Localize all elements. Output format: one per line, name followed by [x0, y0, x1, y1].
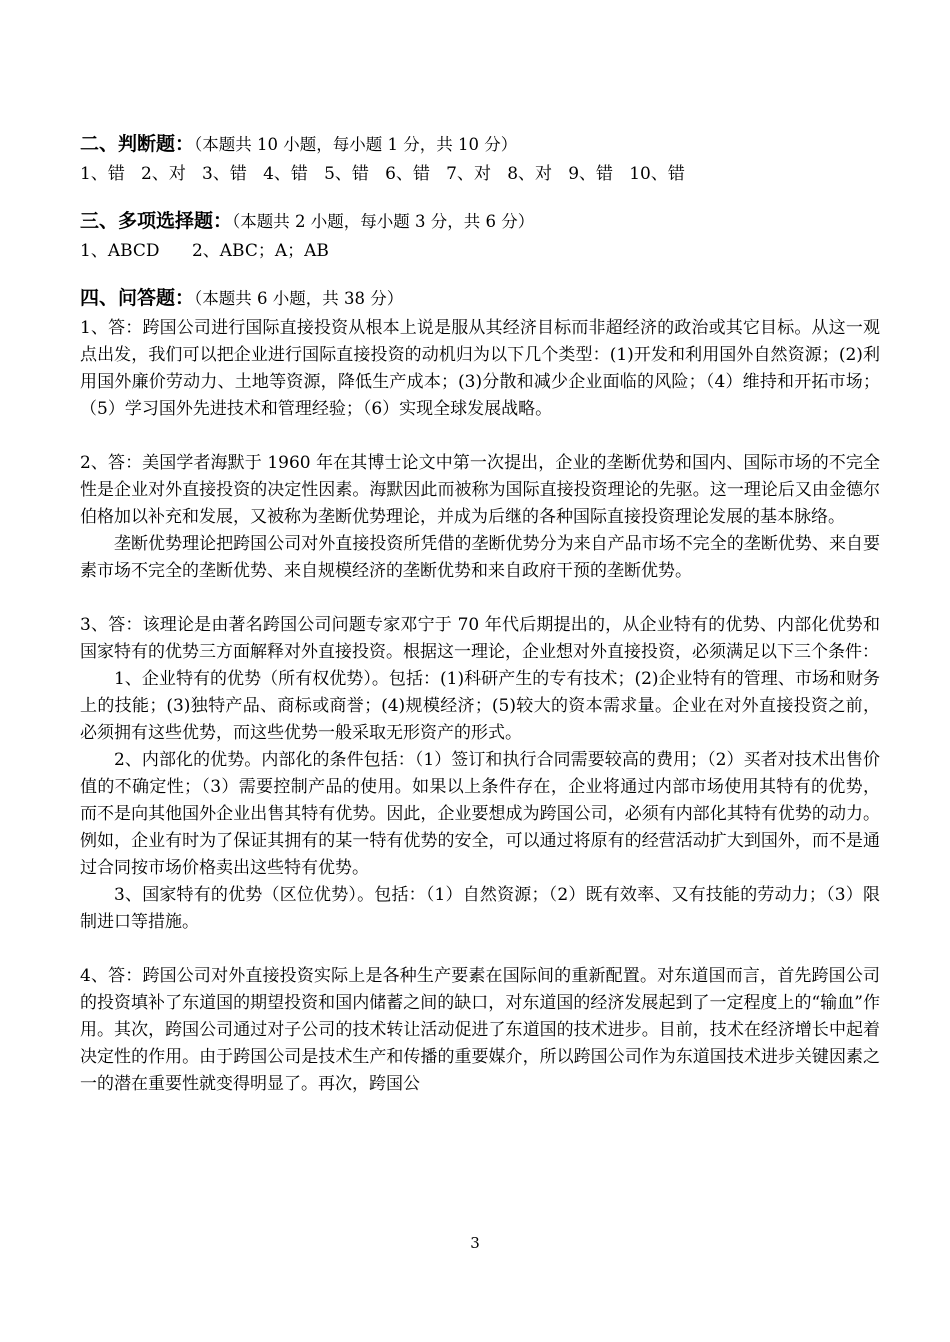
answer-2: 2、答：美国学者海默于 1960 年在其博士论文中第一次提出，企业的垄断优势和国内、国际市场的不完全性是企业对外直接投资的决定性因素。海默因此而被称为国际直接投资理论的先驱。这一理论后又由金德尔伯格加以补充和发展，又被称为垄断优势理论，并成为后继的各种国际直接投资理论发展的基本脉络。 [80, 453, 880, 527]
judge-section [80, 127, 880, 188]
multi-heading [80, 204, 880, 238]
answer-3-point-3: 3、国家特有的优势（区位优势）。包括：（1）自然资源；（2）既有效率、又有技能的劳动力；（3）限制进口等措施。 [80, 885, 880, 932]
page-number: 3 [470, 1234, 480, 1252]
qa-heading [80, 281, 880, 315]
answer-1: 1、答：跨国公司进行国际直接投资从根本上说是服从其经济目标而非超经济的政治或其它目标。从这一观点出发，我们可以把企业进行国际直接投资的动机归为以下几个类型：(1)开发和利用国外自然资源；(2)利用国外廉价劳动力、土地等资源，降低生产成本；(3)分散和减少企业面临的风险；（4）维持和开拓市场；（5）学习国外先进技术和管理经验；（6）实现全球发展战略。 [80, 318, 880, 419]
judge-title: 二、判断题： [80, 133, 195, 155]
judge-note: （本题共 10 小题，每小题 1 分，共 10 分） [194, 135, 518, 154]
multi-note: （本题共 2 小题，每小题 3 分，共 6 分） [232, 212, 535, 231]
answer-3-point-1: 1、企业特有的优势（所有权优势）。包括：(1)科研产生的专有技术；(2)企业特有的管理、市场和财务上的技能；(3)独特产品、商标或商誉；(4)规模经济；(5)较大的资本需求量。企业在对外直接投资之前，必须拥有这些优势，而这些优势一般采取无形资产的形式。 [80, 669, 880, 743]
multi-answers: 1、ABCD 2、ABC；A；AB [80, 241, 329, 261]
qa-title: 四、问答题： [80, 287, 195, 309]
document-page [80, 127, 880, 1098]
answer-2-paragraph-2: 垄断优势理论把跨国公司对外直接投资所凭借的垄断优势分为来自产品市场不完全的垄断优势、来自要素市场不完全的垄断优势、来自规模经济的垄断优势和来自政府干预的垄断优势。 [80, 534, 880, 581]
judge-heading [80, 127, 880, 161]
qa-section [80, 281, 880, 1098]
answer-3-point-2: 2、内部化的优势。内部化的条件包括：（1）签订和执行合同需要较高的费用；（2）买者对技术出售价值的不确定性；（3）需要控制产品的使用。如果以上条件存在，企业将通过内部市场使用其特有的优势，而不是向其他国外企业出售其特有优势。因此，企业要想成为跨国公司，必须有内部化其特有优势的动力。例如，企业有时为了保证其拥有的某一特有优势的安全，可以通过将原有的经营活动扩大到国外，而不是通过合同按市场价格卖出这些特有优势。 [80, 750, 880, 878]
multi-title: 三、多项选择题： [80, 210, 233, 232]
qa-note: （本题共 6 小题，共 38 分） [194, 289, 404, 308]
multi-section [80, 204, 880, 265]
judge-answers: 1、错 2、对 3、错 4、错 5、错 6、错 7、对 8、对 9、错 10、错 [80, 164, 685, 184]
answer-4: 4、答：跨国公司对外直接投资实际上是各种生产要素在国际间的重新配置。对东道国而言，首先跨国公司的投资填补了东道国的期望投资和国内储蓄之间的缺口，对东道国的经济发展起到了一定程度上的“输血”作用。其次，跨国公司通过对子公司的技术转让活动促进了东道国的技术进步。目前，技术在经济增长中起着决定性的作用。由于跨国公司是技术生产和传播的重要媒介，所以跨国公司作为东道国技术进步关键因素之一的潜在重要性就变得明显了。再次，跨国公 [80, 966, 880, 1094]
answer-3: 3、答：该理论是由著名跨国公司问题专家邓宁于 70 年代后期提出的，从企业特有的优势、内部化优势和国家特有的优势三方面解释对外直接投资。根据这一理论，企业想对外直接投资，必须满足以下三个条件： [80, 615, 880, 662]
